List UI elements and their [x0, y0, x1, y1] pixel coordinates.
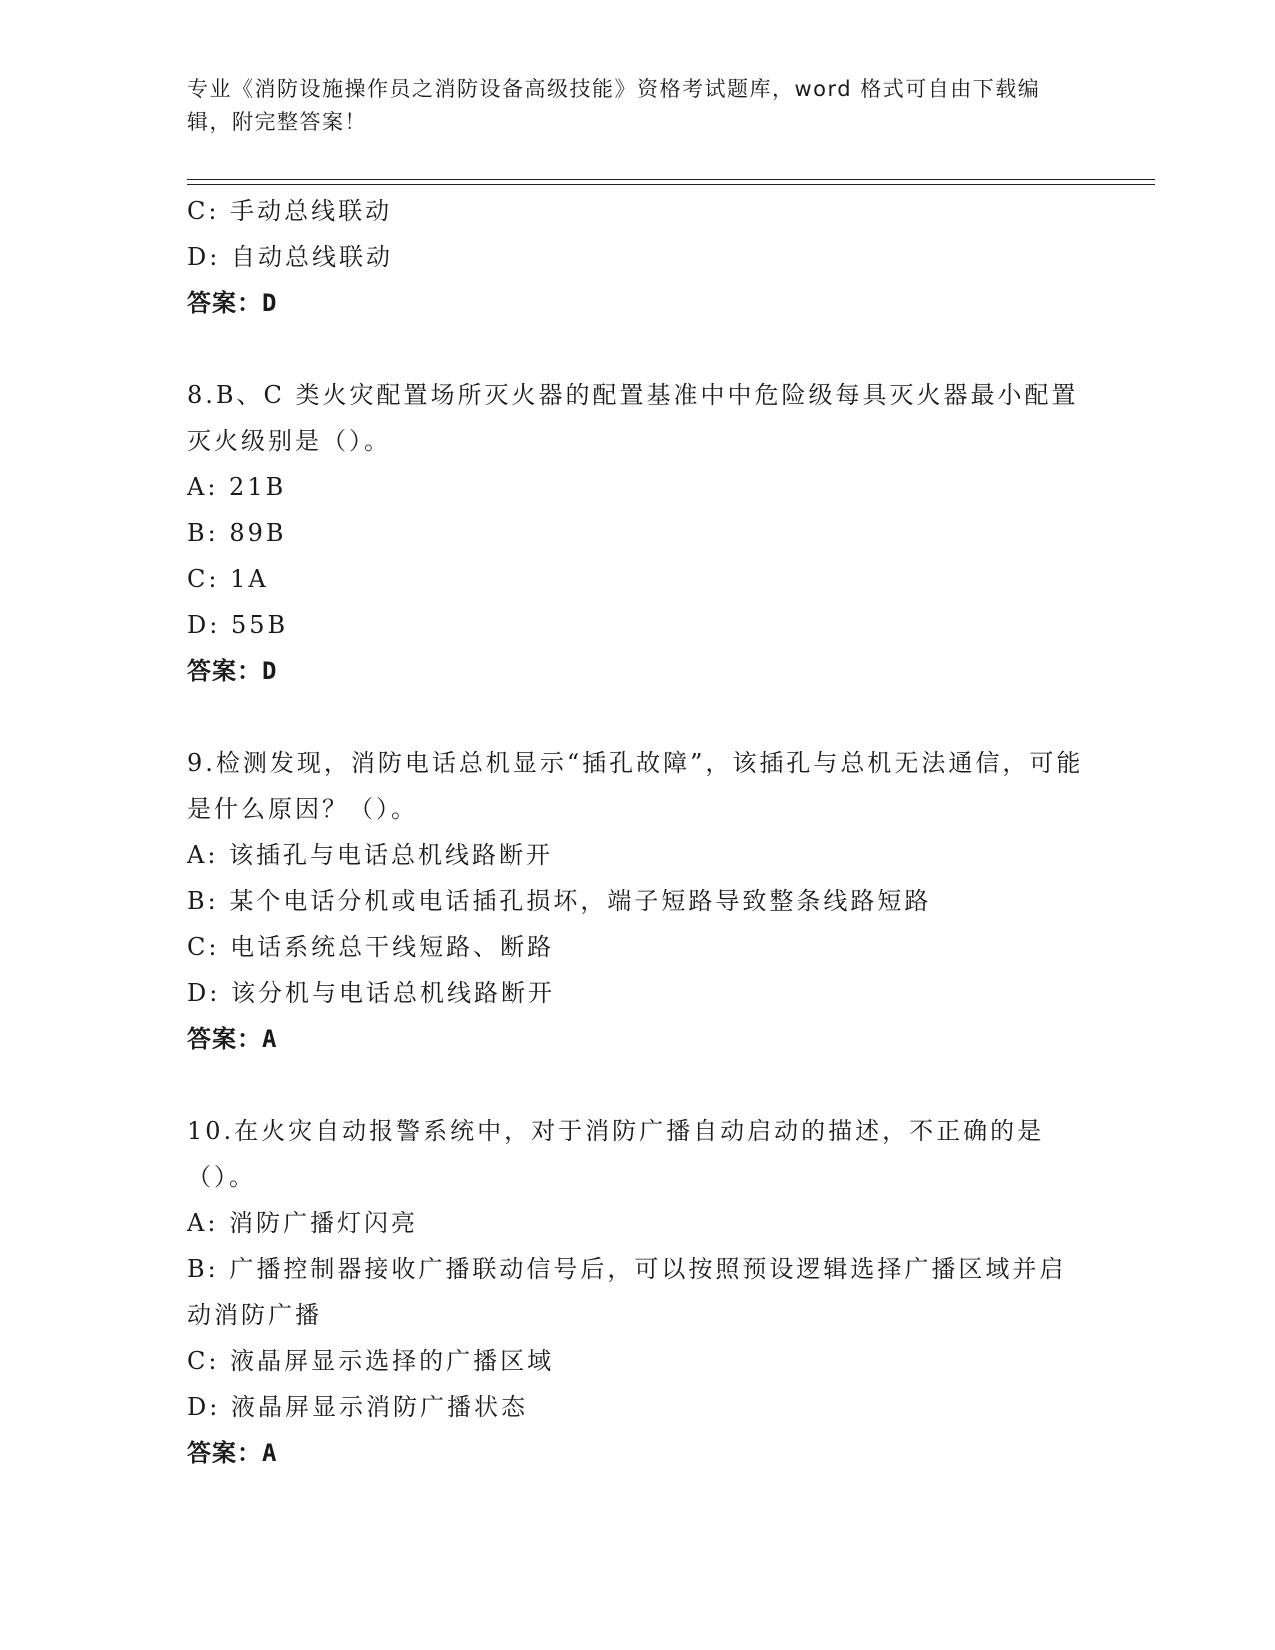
option-a: A: 消防广播灯闪亮	[187, 1209, 419, 1237]
question-10	[187, 1108, 1087, 1476]
question-8	[187, 372, 1087, 694]
question-stem: 8.B、C 类火灾配置场所灭火器的配置基准中中危险级每具灭火器最小配置灭火级别是（）。	[187, 381, 1079, 455]
option-c: C: 手动总线联动	[187, 197, 393, 225]
option-d: D: 自动总线联动	[187, 243, 393, 271]
option-d: D: 液晶屏显示消防广播状态	[187, 1393, 528, 1421]
header-rule-top	[187, 179, 1155, 180]
answer-line: 答案：D	[187, 289, 278, 317]
spacer	[187, 694, 1087, 740]
option-a: A: 21B	[187, 473, 287, 501]
spacer	[187, 326, 1087, 372]
option-b: B: 广播控制器接收广播联动信号后，可以按照预设逻辑选择广播区域并启动消防广播	[187, 1255, 1067, 1329]
header-rule-bottom	[187, 184, 1155, 185]
answer-line: 答案：D	[187, 657, 278, 685]
answer-line: 答案：A	[187, 1439, 278, 1467]
option-c: C: 1A	[187, 565, 269, 593]
option-b: B: 89B	[187, 519, 287, 547]
question-list	[187, 188, 1087, 1476]
option-d: D: 55B	[187, 611, 289, 639]
spacer	[187, 1062, 1087, 1108]
option-c: C: 电话系统总干线短路、断路	[187, 933, 555, 961]
option-b: B: 某个电话分机或电话插孔损坏，端子短路导致整条线路短路	[187, 887, 932, 915]
document-header: 专业《消防设施操作员之消防设备高级技能》资格考试题库，word 格式可自由下载编辑，附完整答案！	[187, 77, 1041, 134]
option-c: C: 液晶屏显示选择的广播区域	[187, 1347, 555, 1375]
prev-question	[187, 188, 1087, 326]
answer-line: 答案：A	[187, 1025, 278, 1053]
question-stem: 10.在火灾自动报警系统中，对于消防广播自动启动的描述，不正确的是（）。	[187, 1117, 1045, 1191]
option-d: D: 该分机与电话总机线路断开	[187, 979, 555, 1007]
option-a: A: 该插孔与电话总机线路断开	[187, 841, 554, 869]
question-stem: 9.检测发现，消防电话总机显示“插孔故障”，该插孔与总机无法通信，可能是什么原因？（）。	[187, 749, 1084, 823]
question-9	[187, 740, 1087, 1062]
